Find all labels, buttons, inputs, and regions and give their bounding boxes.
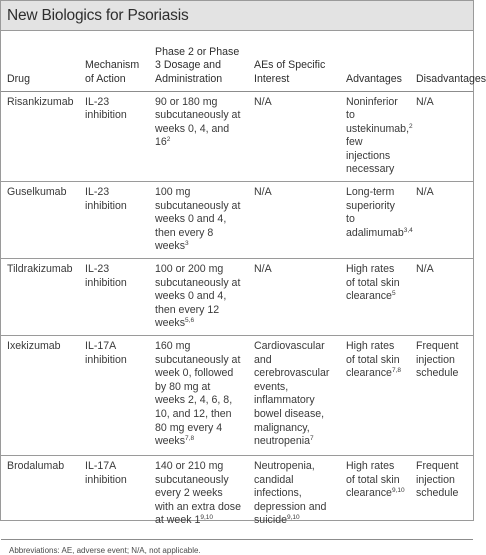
cell-dosage [147, 91, 246, 182]
cell-advantages-reference: 9,10 [391, 487, 405, 495]
cell-mechanism [77, 259, 147, 336]
cell-advantages-reference: 3,4 [403, 226, 413, 234]
cell-drug-text: Ixekizumab [7, 340, 61, 352]
table-row [1, 456, 473, 540]
header-drug: Drug [7, 72, 30, 85]
cell-mechanism-text: IL-17A inhibition [85, 460, 127, 486]
cell-dosage [147, 456, 246, 540]
cell-aes [246, 182, 338, 259]
footnote: Abbreviations: AE, adverse event; N/A, not applicable. [9, 546, 201, 555]
table-title: New Biologics for Psoriasis [7, 6, 189, 24]
cell-mechanism-text: IL-23 inhibition [85, 186, 127, 212]
cell-aes-text: Neutropenia, candidal infections, depression and suicide [254, 460, 327, 527]
cell-drug-text: Risankizumab [7, 95, 74, 108]
cell-advantages-reference: 2 [409, 122, 413, 130]
cell-disadvantages [408, 336, 473, 456]
header-aes: AEs of Specific Interest [254, 59, 326, 85]
table-title-bar [1, 1, 473, 31]
cell-drug [1, 182, 77, 259]
cell-dosage-reference: 9,10 [200, 514, 214, 522]
cell-dosage-reference: 2 [166, 136, 171, 144]
cell-disadvantages-text: N/A [416, 263, 434, 276]
cell-advantages [338, 182, 413, 259]
cell-disadvantages-text: N/A [416, 186, 434, 199]
cell-dosage-text: 140 or 210 mg subcutaneously every 2 weeks with an extra dose at week 1 [155, 460, 241, 527]
cell-aes-text: Cardiovascular and cerebrovascular events, inflammatory bowel disease, malignancy, neutropenia [254, 340, 330, 448]
cell-dosage [147, 336, 246, 456]
cell-disadvantages [408, 259, 473, 336]
cell-drug [1, 456, 77, 540]
cell-disadvantages-text: Frequent injection schedule [416, 340, 459, 380]
cell-dosage-text: 100 or 200 mg subcutaneously at weeks 0 and 4, then every 12 weeks [155, 263, 241, 330]
cell-aes [246, 259, 338, 336]
cell-drug [1, 91, 77, 182]
cell-dosage-reference: 3 [185, 240, 189, 248]
header-advantages: Advantages [346, 72, 402, 85]
cell-advantages [338, 336, 408, 456]
cell-advantages [338, 259, 408, 336]
cell-dosage-reference: 7,8 [185, 435, 195, 443]
cell-advantages-text-tail: few injections necessary [346, 136, 395, 176]
cell-dosage-reference: 5,6 [185, 317, 195, 325]
cell-aes-reference: 9,10 [286, 514, 300, 522]
cell-advantages-text: Noninferior to ustekinumab, [346, 95, 410, 135]
cell-dosage [147, 182, 246, 259]
cell-drug-text: Guselkumab [7, 186, 67, 199]
cell-advantages-text: High rates of total skin clearance [346, 263, 400, 303]
cell-aes-text: N/A [254, 186, 272, 199]
cell-aes [246, 336, 338, 456]
table-body [1, 91, 473, 540]
cell-mechanism [77, 336, 147, 456]
cell-dosage-text: 100 mg subcutaneously at weeks 0 and 4, then every 8 weeks [155, 186, 241, 253]
table-row [1, 336, 473, 456]
cell-disadvantages-text: N/A [416, 95, 434, 108]
cell-mechanism [77, 91, 147, 182]
cell-drug-text: Tildrakizumab [7, 263, 73, 276]
cell-drug [1, 336, 77, 456]
cell-dosage-text: 160 mg subcutaneously at week 0, followed by 80 mg at weeks 2, 4, 6, 8, 10, and 12, then 80 mg every 4 weeks [155, 340, 241, 448]
cell-disadvantages [408, 182, 473, 259]
header-disadvantages: Disadvantages [416, 72, 486, 85]
cell-advantages-text: High rates of total skin clearance [346, 460, 400, 500]
cell-mechanism-text: IL-23 inhibition [85, 95, 127, 122]
cell-aes-text: N/A [254, 263, 272, 276]
cell-mechanism-text: IL-17A inhibition [85, 340, 127, 366]
header-mechanism: Mechanism of Action [85, 59, 140, 85]
table-row [1, 91, 473, 182]
cell-advantages [338, 91, 413, 182]
cell-disadvantages [408, 91, 473, 182]
cell-disadvantages-text: Frequent injection schedule [416, 460, 459, 500]
cell-aes-reference: 7 [309, 435, 314, 443]
cell-advantages [338, 456, 408, 540]
cell-dosage [147, 259, 246, 336]
biologics-table [1, 31, 486, 540]
cell-mechanism-text: IL-23 inhibition [85, 263, 127, 289]
cell-advantages-reference: 5 [391, 290, 396, 298]
cell-drug [1, 259, 77, 336]
cell-mechanism [77, 182, 147, 259]
cell-mechanism [77, 456, 147, 540]
cell-advantages-reference: 7,8 [391, 367, 401, 375]
cell-drug-text: Brodalumab [7, 460, 65, 472]
header-row [1, 31, 473, 91]
table-row [1, 259, 473, 336]
cell-advantages-text: Long-term superiority to adalimumab [346, 186, 404, 239]
cell-advantages-text: High rates of total skin clearance [346, 340, 400, 380]
cell-aes [246, 456, 338, 540]
cell-disadvantages [408, 456, 473, 540]
cell-aes-text: N/A [254, 95, 272, 108]
header-dosage: Phase 2 or Phase 3 Dosage and Administration [155, 45, 240, 85]
table-row [1, 182, 473, 259]
cell-aes [246, 91, 338, 182]
cell-dosage-text: 90 or 180 mg subcutaneously at weeks 0, 4, and 16 [155, 95, 241, 149]
